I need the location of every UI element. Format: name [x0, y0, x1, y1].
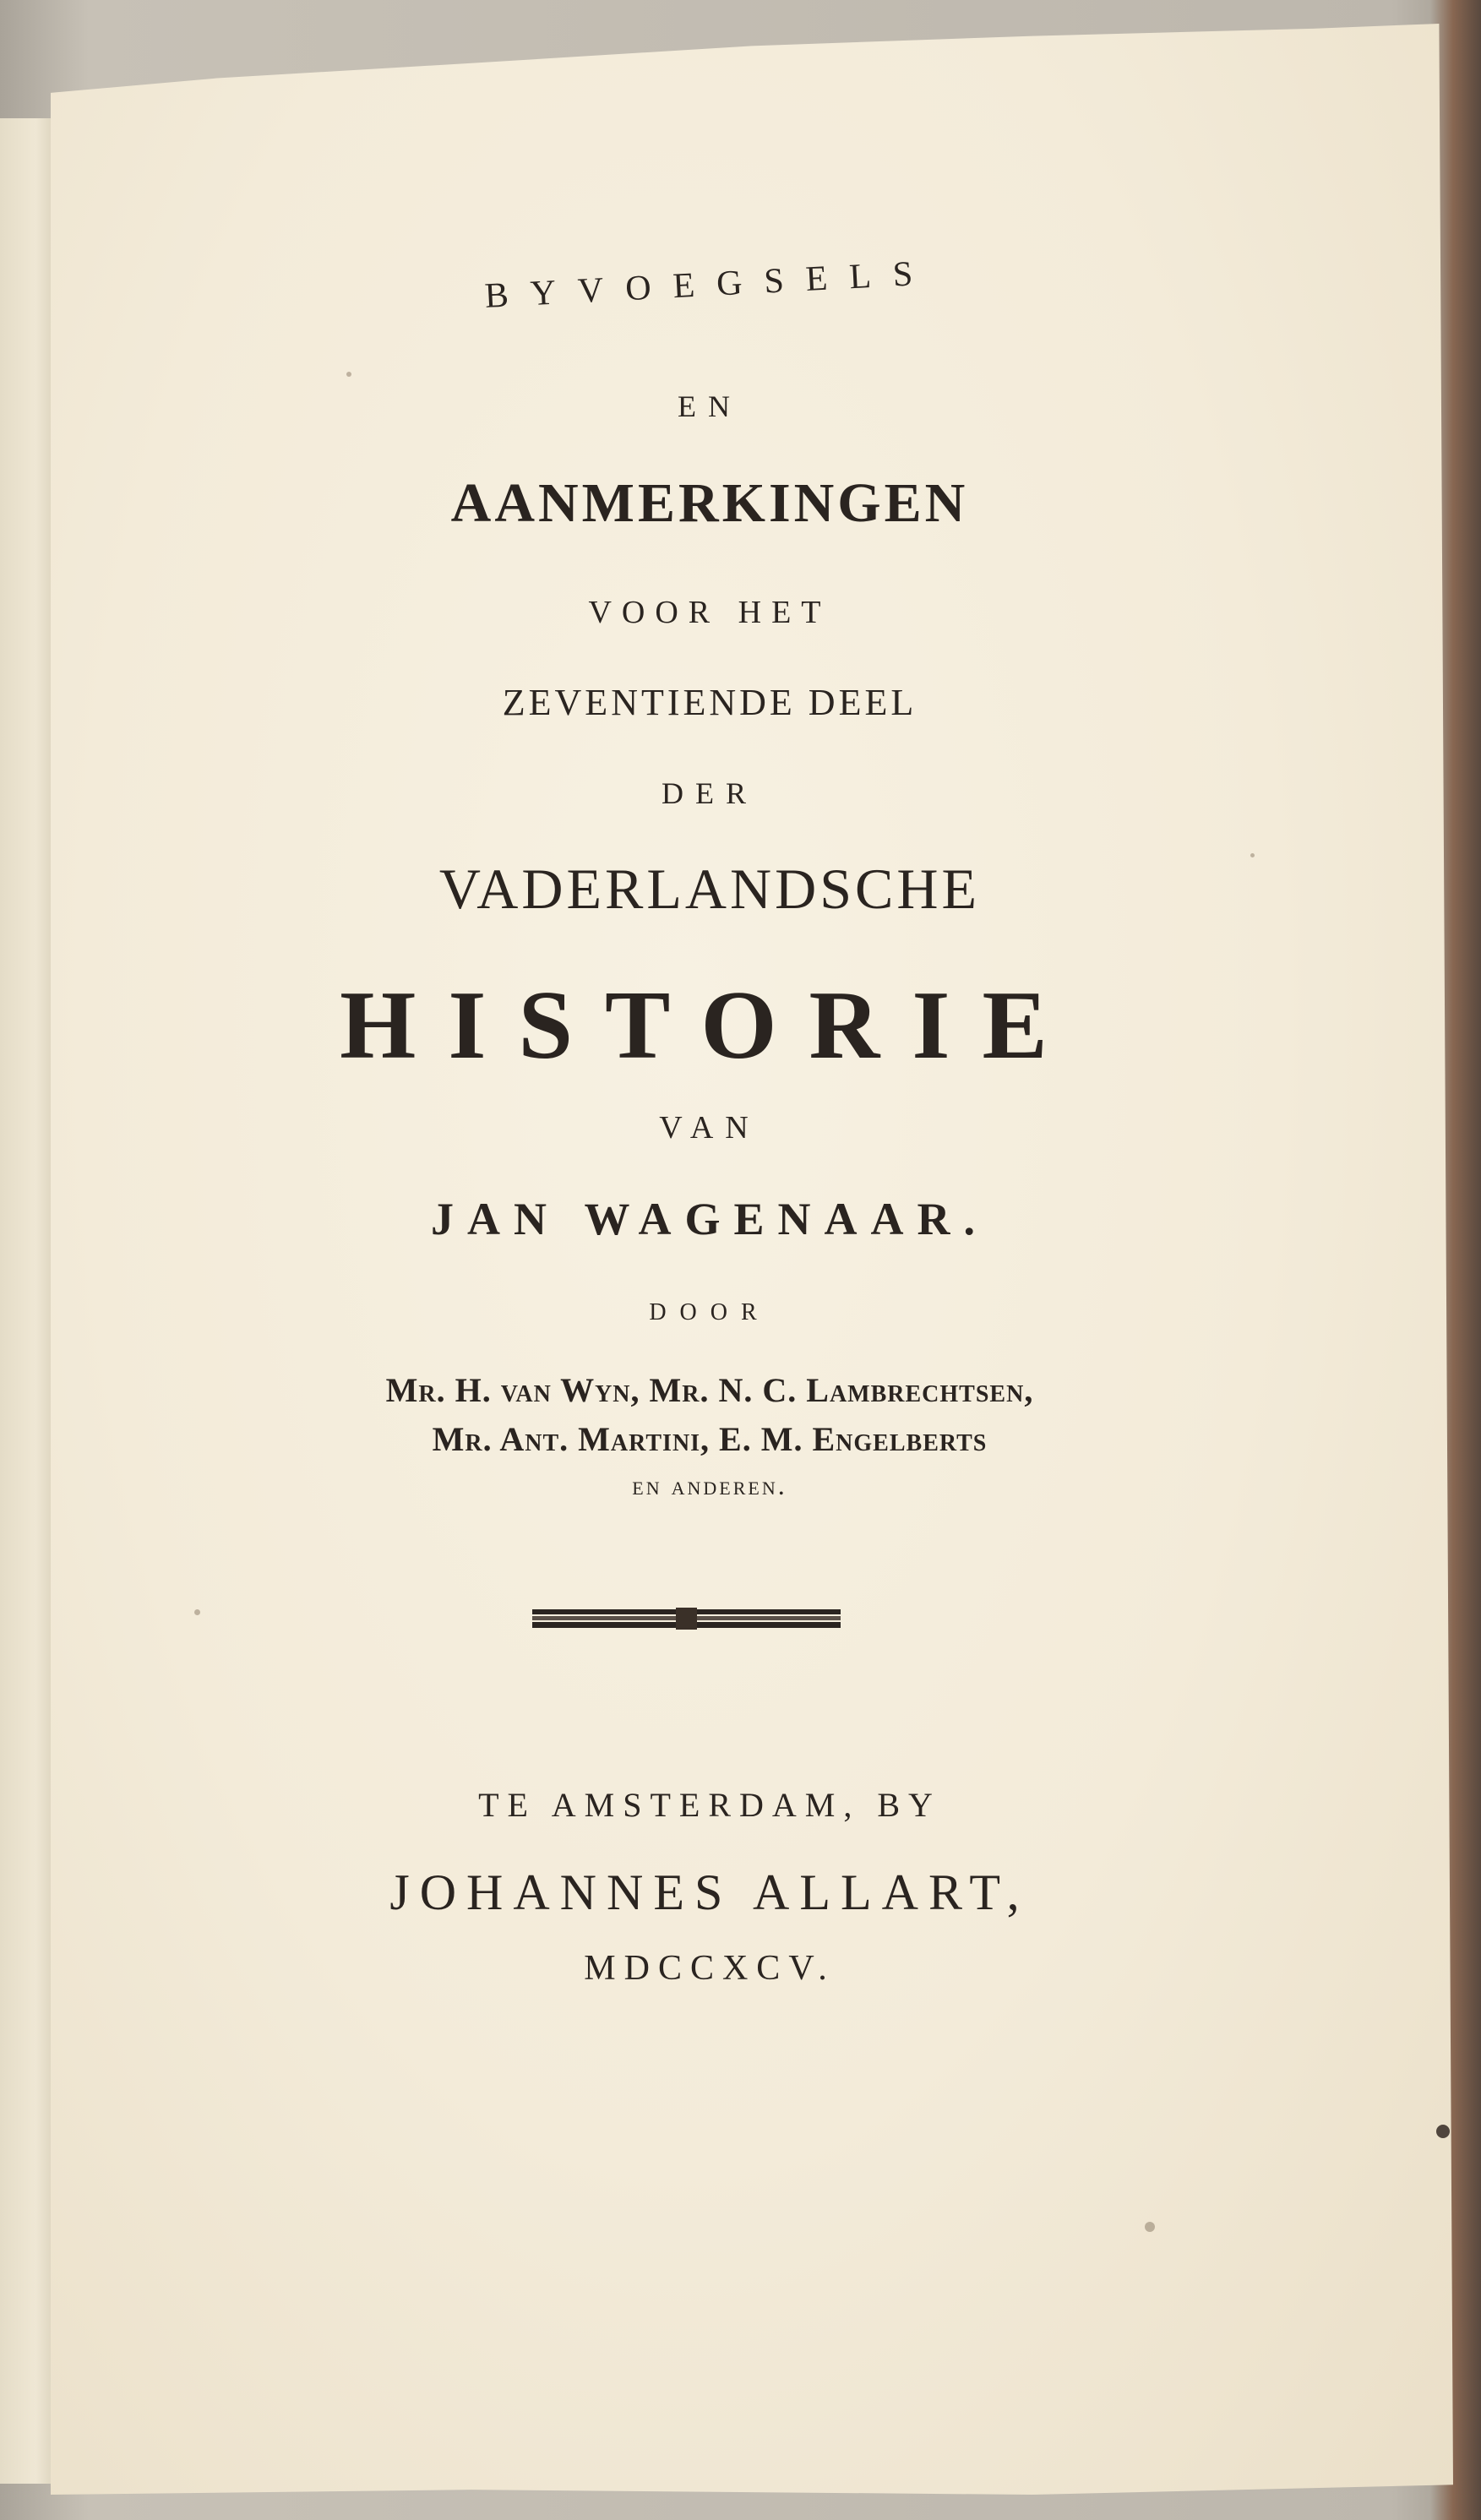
title-line-author: JAN WAGENAAR. [430, 1194, 989, 1244]
title-line-voor-het: VOOR HET [588, 595, 831, 630]
title-line-vaderlandsche: VADERLANDSCHE [438, 857, 981, 921]
title-line-der: DER [662, 776, 758, 810]
title-page-text [51, 24, 1453, 2495]
title-line-van: VAN [659, 1110, 760, 1146]
title-line-zeventiende-deel: ZEVENTIENDE DEEL [502, 682, 917, 723]
editors-line-1: Mr. H. van Wyn, Mr. N. C. Lambrechtsen, [385, 1371, 1034, 1409]
imprint-publisher: JOHANNES ALLART, [389, 1864, 1030, 1920]
title-line-door: DOOR [649, 1299, 770, 1325]
title-line-en: EN [678, 389, 742, 423]
title-line-aanmerkingen: AANMERKINGEN [450, 472, 969, 534]
title-line-byvoegsels: BYVOEGSELS [483, 253, 936, 316]
ornamental-rule-icon [532, 1608, 841, 1630]
title-line-historie: HISTORIE [340, 972, 1080, 1080]
editors-line-2: Mr. Ant. Martini, E. M. Engelberts [432, 1420, 988, 1458]
imprint-year: MDCCXCV. [584, 1949, 836, 1988]
imprint-place: TE AMSTERDAM, BY [478, 1786, 941, 1824]
editors-line-3: en anderen. [632, 1470, 787, 1500]
